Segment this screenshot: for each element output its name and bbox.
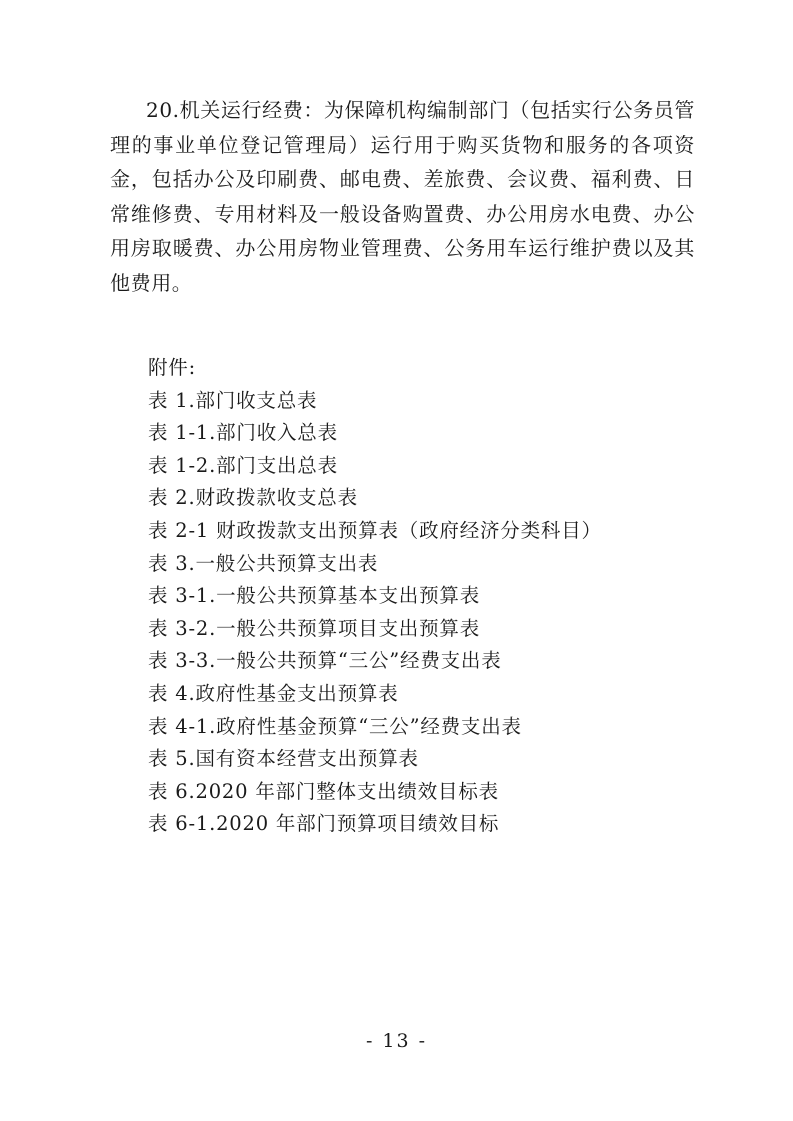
attachment-item: 表 4-1.政府性基金预算“三公”经费支出表 (148, 714, 522, 738)
attachment-item: 表 3.一般公共预算支出表 (148, 551, 379, 575)
attachment-item: 表 1-1.部门收入总表 (148, 421, 338, 445)
attachment-item: 表 1.部门收支总表 (148, 388, 318, 412)
attachments-list (148, 352, 602, 841)
attachment-item: 表 3-2.一般公共预算项目支出预算表 (148, 616, 480, 640)
attachment-item: 表 1-2.部门支出总表 (148, 453, 338, 477)
attachment-item: 表 3-1.一般公共预算基本支出预算表 (148, 584, 480, 608)
attachment-item: 表 5.国有资本经营支出预算表 (148, 747, 419, 771)
attachment-item: 表 3-3.一般公共预算“三公”经费支出表 (148, 649, 502, 673)
attachments-heading: 附件: (148, 356, 196, 379)
attachment-item: 表 6.2020 年部门整体支出绩效目标表 (148, 779, 499, 803)
attachment-item: 表 2.财政拨款收支总表 (148, 486, 358, 510)
attachment-item: 表 2-1 财政拨款支出预算表（政府经济分类科目） (148, 518, 602, 542)
definition-paragraph: 20.机关运行经费：为保障机构编制部门（包括实行公务员管理的事业单位登记管理局）运行用于购买货物和服务的各项资金，包括办公及印刷费、邮电费、差旅费、会议费、福利费、日常维修费、专用材料及一般设备购置费、办公用房水电费、办公用房取暖费、办公用房物业管理费、公务用车运行维护费以及其他费用。 (110, 98, 695, 295)
attachment-item: 表 4.政府性基金支出预算表 (148, 681, 399, 705)
page-number: - 13 - (365, 1030, 428, 1052)
attachment-item: 表 6-1.2020 年部门预算项目绩效目标 (148, 812, 500, 836)
